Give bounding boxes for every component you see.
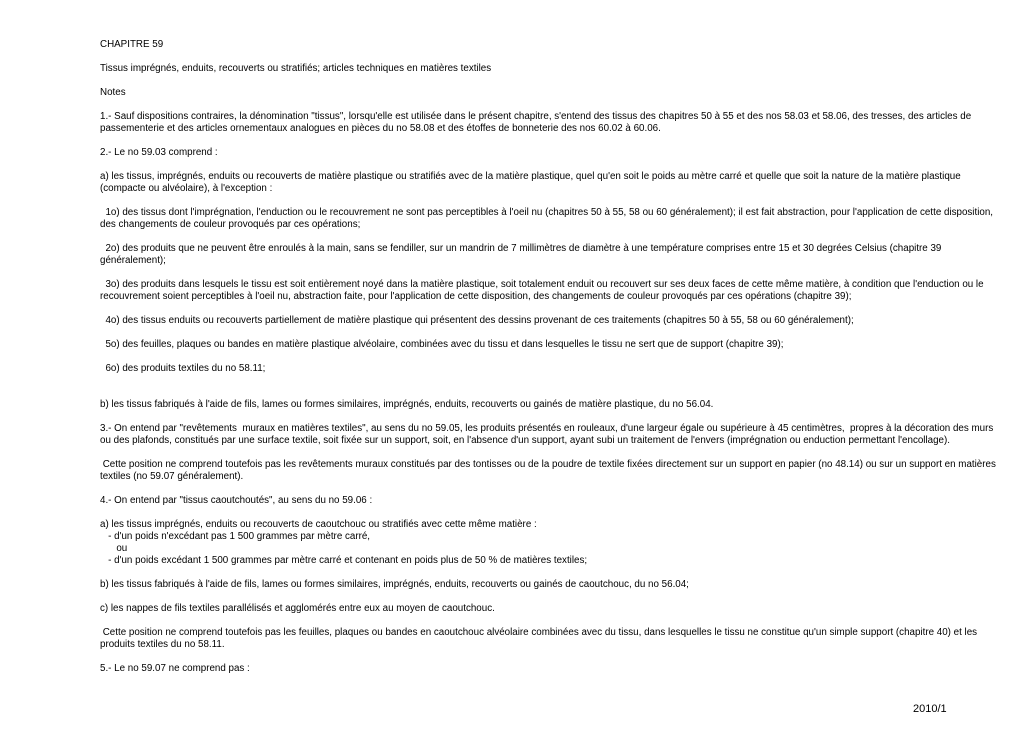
notes-heading: Notes bbox=[100, 87, 126, 98]
note-4-a-or: ou bbox=[100, 543, 128, 554]
note-2-heading: 2.- Le no 59.03 comprend : bbox=[100, 147, 218, 158]
note-2-a-2: 2o) des produits que ne peuvent être enroulés à la main, sans se fendiller, sur un mandrin de 7 millimètres de diamètre à une température comprises entre 15 et 30 degrées Celsius (chapitre 39 généralement); bbox=[100, 243, 945, 266]
note-2-a: a) les tissus, imprégnés, enduits ou recouverts de matière plastique ou stratifiés avec de la matière plastique, quel qu'en soit le poids au mètre carré et quelle que soit la nature de la matière plastique (compacte ou alvéolaire), à l'exception : bbox=[100, 171, 964, 194]
note-4-a: a) les tissus imprégnés, enduits ou recouverts de caoutchouc ou stratifiés avec cette même matière : bbox=[100, 519, 537, 530]
chapter-title: CHAPITRE 59 bbox=[100, 39, 164, 50]
note-3: 3.- On entend par "revêtements muraux en matières textiles", au sens du no 59.05, les produits présentés en rouleaux, d'une largeur égale ou supérieure à 45 centimètres, propres à la décoration des murs ou des plafonds, constitués par une surface textile, soit fixée sur un support, soit, en l'absence d'un support, ayant subi un traitement de l'envers (imprégnation ou enduction permettant l'encollage). bbox=[100, 423, 996, 446]
page-footer-number: 2010/1 bbox=[913, 703, 947, 715]
note-2-a-6: 6o) des produits textiles du no 58.11; bbox=[100, 363, 266, 374]
note-2-b: b) les tissus fabriqués à l'aide de fils, lames ou formes similaires, imprégnés, enduits, recouverts ou gainés de matière plastique, du no 56.04. bbox=[100, 399, 714, 410]
note-2-a-1: 1o) des tissus dont l'imprégnation, l'enduction ou le recouvrement ne sont pas perceptibles à l'oeil nu (chapitres 50 à 55, 58 ou 60 généralement); il est fait abstraction, pour l'application de cette disposition, des changements de couleur provoqués par ces opérations; bbox=[100, 207, 996, 230]
note-4-b: b) les tissus fabriqués à l'aide de fils, lames ou formes similaires, imprégnés, enduits, recouverts ou gainés de caoutchouc, du no 56.04; bbox=[100, 579, 689, 590]
note-4-heading: 4.- On entend par "tissus caoutchoutés", au sens du no 59.06 : bbox=[100, 495, 373, 506]
note-4-a-ii: - d'un poids excédant 1 500 grammes par mètre carré et contenant en poids plus de 50 % de matières textiles; bbox=[100, 555, 588, 566]
note-2-a-3: 3o) des produits dans lesquels le tissu est soit entièrement noyé dans la matière plastique, soit totalement enduit ou recouvert sur ses deux faces de cette même matière, à condition que l'enduction ou le recouvrement soient perceptibles à l'oeil nu, abstraction faite, pour l'application de cette disposition, des changements de couleur provoqués par ces opérations (chapitre 39); bbox=[100, 279, 987, 302]
note-4-c: c) les nappes de fils textiles parallélisés et agglomérés entre eux au moyen de caoutchouc. bbox=[100, 603, 495, 614]
note-4-exclusion: Cette position ne comprend toutefois pas les feuilles, plaques ou bandes en caoutchouc alvéolaire combinées avec du tissu, dans lesquelles le tissu ne constitue qu'un simple support (chapitre 40) et les produits textiles du no 58.11. bbox=[100, 627, 980, 650]
note-4-a-i: - d'un poids n'excédant pas 1 500 grammes par mètre carré, bbox=[100, 531, 371, 542]
note-2-a-5: 5o) des feuilles, plaques ou bandes en matière plastique alvéolaire, combinées avec du tissu et dans lesquelles le tissu ne sert que de support (chapitre 39); bbox=[100, 339, 784, 350]
document-body bbox=[100, 39, 1000, 687]
chapter-subtitle: Tissus imprégnés, enduits, recouverts ou stratifiés; articles techniques en matières textiles bbox=[100, 63, 492, 74]
note-3-exclusion: Cette position ne comprend toutefois pas les revêtements muraux constitués par des tontisses ou de la poudre de textile fixées directement sur un support en papier (no 48.14) ou sur un support en matières textiles (no 59.07 généralement). bbox=[100, 459, 999, 482]
note-5-heading: 5.- Le no 59.07 ne comprend pas : bbox=[100, 663, 250, 674]
note-2-a-4: 4o) des tissus enduits ou recouverts partiellement de matière plastique qui présentent des dessins provenant de ces traitements (chapitres 50 à 55, 58 ou 60 généralement); bbox=[100, 315, 854, 326]
note-1: 1.- Sauf dispositions contraires, la dénomination "tissus", lorsqu'elle est utilisée dans le présent chapitre, s'entend des tissus des chapitres 50 à 55 et des nos 58.03 et 58.06, des tresses, des articles de passementerie et des articles ornementaux analogues en pièces du no 58.08 et des étoffes de bonneterie des nos 60.02 à 60.06. bbox=[100, 111, 974, 134]
